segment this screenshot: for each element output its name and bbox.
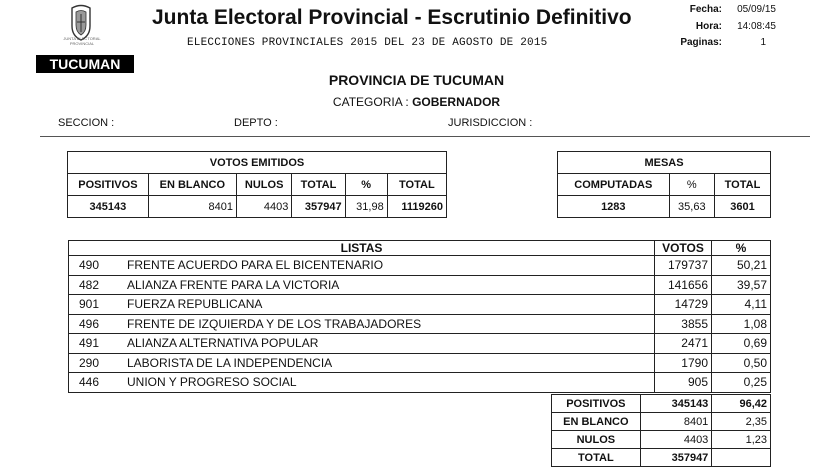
lista-votos: 2471 (655, 334, 712, 354)
pct-value: 31,98 (345, 196, 387, 218)
lista-pct: 4,11 (712, 295, 771, 315)
votos-emitidos-table (67, 151, 447, 218)
table-row (69, 353, 771, 373)
lista-code: 482 (69, 275, 125, 295)
table-row (69, 334, 771, 354)
seccion-label: SECCION : (58, 117, 115, 129)
col-mesas-total: TOTAL (714, 174, 770, 196)
positivos-value: 345143 (68, 196, 149, 218)
votos-emitidos-title: VOTOS EMITIDOS (68, 152, 447, 174)
summary-pct (712, 449, 771, 467)
lista-pct: 0,69 (712, 334, 771, 354)
categoria-line (0, 95, 833, 109)
col-computadas: COMPUTADAS (558, 174, 670, 196)
table-row (69, 256, 771, 276)
col-pct: % (345, 174, 387, 196)
summary-table (551, 394, 771, 467)
lista-pct: 0,50 (712, 353, 771, 373)
lista-votos: 3855 (655, 314, 712, 334)
summary-votos: 4403 (640, 431, 712, 449)
lista-name: LABORISTA DE LA INDEPENDENCIA (124, 353, 655, 373)
lista-name: FRENTE DE IZQUIERDA Y DE LOS TRABAJADORES (124, 314, 655, 334)
total-value: 357947 (292, 196, 345, 218)
mesas-title: MESAS (558, 152, 771, 174)
mesas-total-value: 3601 (714, 196, 770, 218)
lista-pct: 1,08 (712, 314, 771, 334)
lista-votos: 905 (655, 373, 712, 393)
lista-pct: 50,21 (712, 256, 771, 276)
lista-name: ALIANZA FRENTE PARA LA VICTORIA (124, 275, 655, 295)
paginas-value: 1 (760, 37, 766, 48)
page-title: Junta Electoral Provincial - Escrutinio Definitivo (152, 6, 632, 29)
summary-label: POSITIVOS (552, 395, 641, 413)
summary-pct: 1,23 (712, 431, 771, 449)
computadas-value: 1283 (558, 196, 670, 218)
summary-pct: 2,35 (712, 413, 771, 431)
summary-label: NULOS (552, 431, 641, 449)
lista-code: 491 (69, 334, 125, 354)
col-total: TOTAL (292, 174, 345, 196)
lista-code: 490 (69, 256, 125, 276)
categoria-value: GOBERNADOR (412, 95, 501, 109)
jurisdiccion-label: JURISDICCION : (448, 117, 533, 129)
summary-votos: 357947 (640, 449, 712, 467)
col-mesas-pct: % (669, 174, 714, 196)
summary-votos: 8401 (640, 413, 712, 431)
province-badge: TUCUMAN (36, 55, 134, 73)
summary-label: TOTAL (552, 449, 641, 467)
hora-value: 14:08:45 (737, 21, 776, 32)
en-blanco-value: 8401 (148, 196, 236, 218)
province-heading: PROVINCIA DE TUCUMAN (328, 72, 505, 88)
summary-votos: 345143 (640, 395, 712, 413)
summary-pct: 96,42 (712, 395, 771, 413)
summary-row (552, 413, 771, 431)
lista-name: FUERZA REPUBLICANA (124, 295, 655, 315)
seal-caption: JUNTA ELECTORAL PROVINCIAL (63, 36, 101, 46)
nulos-value: 4403 (236, 196, 291, 218)
lista-code: 496 (69, 314, 125, 334)
total-electores-value: 1119260 (387, 196, 446, 218)
lista-name: ALIANZA ALTERNATIVA POPULAR (124, 334, 655, 354)
lista-code: 901 (69, 295, 125, 315)
table-row (69, 275, 771, 295)
summary-label: EN BLANCO (552, 413, 641, 431)
col-en-blanco: EN BLANCO (148, 174, 236, 196)
summary-row (552, 395, 771, 413)
col-positivos: POSITIVOS (68, 174, 149, 196)
header-divider (40, 136, 810, 137)
lista-votos: 141656 (655, 275, 712, 295)
lista-pct: 39,57 (712, 275, 771, 295)
lista-name: UNION Y PROGRESO SOCIAL (124, 373, 655, 393)
lista-code: 446 (69, 373, 125, 393)
hora-label: Hora: (695, 21, 722, 32)
categoria-label: CATEGORIA : (332, 95, 409, 109)
col-listas-pct: % (712, 241, 771, 256)
lista-pct: 0,25 (712, 373, 771, 393)
col-listas: LISTAS (69, 241, 655, 256)
page-subtitle: ELECCIONES PROVINCIALES 2015 DEL 23 DE AGOSTO DE 2015 (187, 37, 548, 49)
summary-row (552, 449, 771, 467)
mesas-pct-value: 35,63 (669, 196, 714, 218)
fecha-label: Fecha: (689, 4, 722, 15)
col-votos: VOTOS (655, 241, 712, 256)
table-row (69, 314, 771, 334)
fecha-value: 05/09/15 (737, 4, 776, 15)
col-total-electores: TOTAL (387, 174, 446, 196)
mesas-table (557, 151, 771, 218)
depto-label: DEPTO : (234, 117, 278, 129)
lista-votos: 1790 (655, 353, 712, 373)
col-nulos: NULOS (236, 174, 291, 196)
lista-code: 290 (69, 353, 125, 373)
summary-row (552, 431, 771, 449)
lista-name: FRENTE ACUERDO PARA EL BICENTENARIO (124, 256, 655, 276)
lista-votos: 14729 (655, 295, 712, 315)
paginas-label: Paginas: (680, 37, 722, 48)
listas-table (68, 240, 771, 393)
lista-votos: 179737 (655, 256, 712, 276)
table-row (69, 295, 771, 315)
table-row (69, 373, 771, 393)
